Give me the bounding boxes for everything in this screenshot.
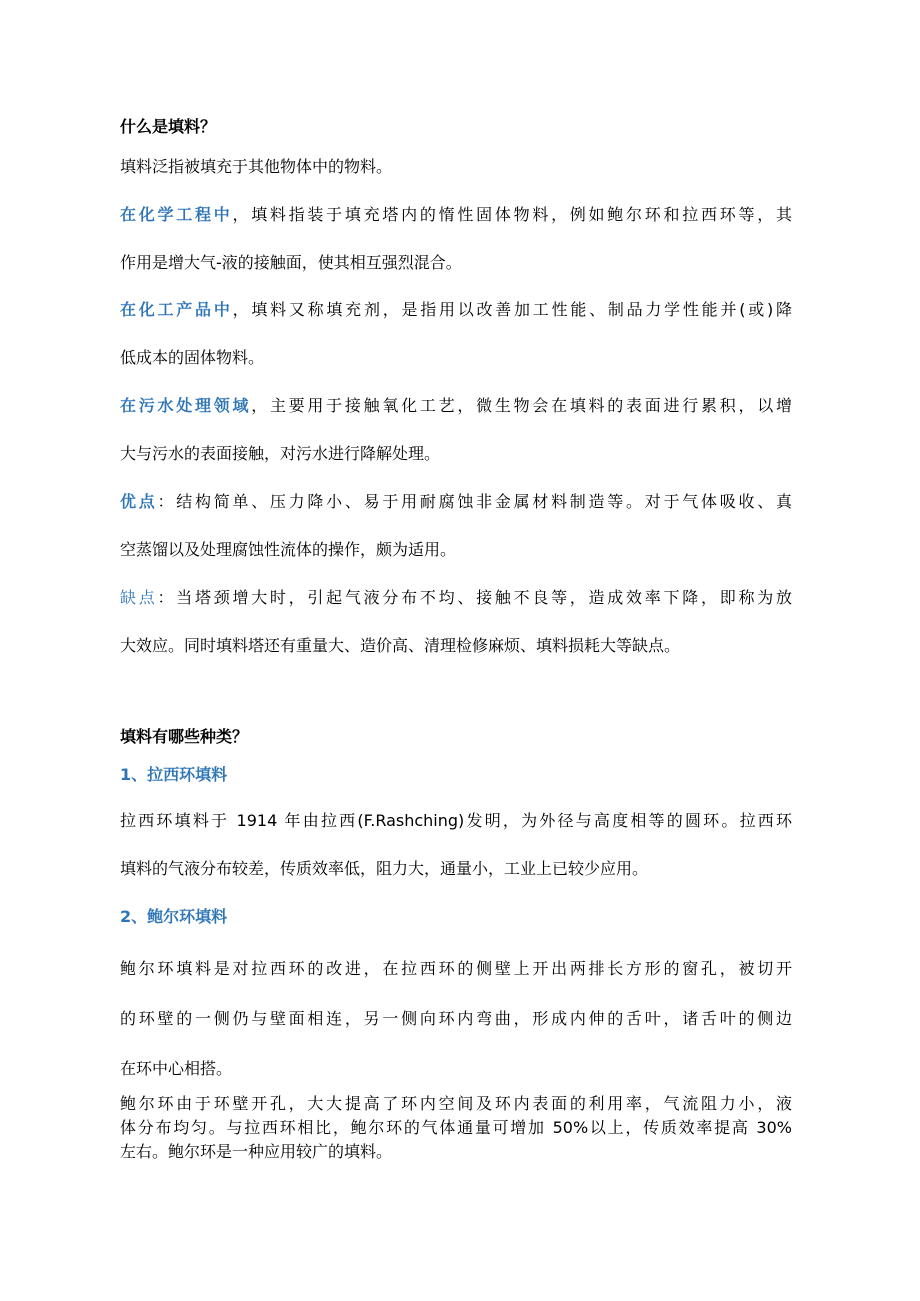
section-title-filler-types: 填料有哪些种类？ xyxy=(120,727,249,746)
disadvantages-text-1: ：当塔颈增大时，引起气液分布不均、接触不良等，造成效率下降，即称为放 xyxy=(157,588,792,607)
chem-product-label: 在化工产品中 xyxy=(120,300,233,319)
advantages-label: 优点 xyxy=(120,492,158,511)
advantages-paragraph-line2: 空蒸馏以及处理腐蚀性流体的操作，颇为适用。 xyxy=(120,540,457,559)
chem-eng-label: 在化学工程中 xyxy=(120,205,233,224)
chem-eng-text-1: ，填料指装于填充塔内的惰性固体物料，例如鲍尔环和拉西环等，其 xyxy=(232,205,792,224)
raschig-paragraph-line2: 填料的气液分布较差，传质效率低，阻力大，通量小，工业上已较少应用。 xyxy=(120,859,649,878)
raschig-paragraph-line1: 拉西环填料于 1914 年由拉西(F.Rashching)发明，为外径与高度相等的圆环。拉西环 xyxy=(120,811,792,830)
advantages-text-1: ：结构简单、压力降小、易于用耐腐蚀非金属材料制造等。对于气体吸收、真 xyxy=(157,492,792,511)
pall-paragraph-line1: 鲍尔环填料是对拉西环的改进，在拉西环的侧壁上开出两排长方形的窗孔，被切开 xyxy=(120,959,792,978)
advantages-paragraph-line1 xyxy=(120,492,792,512)
chem-product-text-1: ，填料又称填充剂，是指用以改善加工性能、制品力学性能并(或)降 xyxy=(232,300,792,319)
section-title-what-is-filler: 什么是填料？ xyxy=(120,117,217,136)
chem-eng-paragraph-line1 xyxy=(120,205,792,225)
pall-paragraph2-line1: 鲍尔环由于环壁开孔，大大提高了环内空间及环内表面的利用率，气流阻力小，液 xyxy=(120,1094,792,1113)
sewage-paragraph-line2: 大与污水的表面接触，对污水进行降解处理。 xyxy=(120,444,441,463)
raschig-ring-heading: 1、拉西环填料 xyxy=(120,765,228,784)
disadvantages-label: 缺点 xyxy=(120,588,158,607)
pall-ring-heading: 2、鲍尔环填料 xyxy=(120,907,228,926)
pall-paragraph2-line3: 左右。鲍尔环是一种应用较广的填料。 xyxy=(120,1142,393,1161)
disadvantages-paragraph-line1 xyxy=(120,588,792,608)
chem-product-paragraph-line1 xyxy=(120,300,792,320)
chem-eng-paragraph-line2: 作用是增大气-液的接触面，使其相互强烈混合。 xyxy=(120,253,462,272)
pall-paragraph2-line2: 体分布均匀。与拉西环相比，鲍尔环的气体通量可增加 50%以上，传质效率提高 30% xyxy=(120,1118,792,1137)
sewage-text-1: ，主要用于接触氧化工艺，微生物会在填料的表面进行累积，以增 xyxy=(251,396,792,415)
sewage-paragraph-line1 xyxy=(120,396,792,416)
pall-paragraph-line2: 的环壁的一侧仍与壁面相连，另一侧向环内弯曲，形成内伸的舌叶，诸舌叶的侧边 xyxy=(120,1009,792,1028)
disadvantages-paragraph-line2: 大效应。同时填料塔还有重量大、造价高、清理检修麻烦、填料损耗大等缺点。 xyxy=(120,636,681,655)
chem-product-paragraph-line2: 低成本的固体物料。 xyxy=(120,348,265,367)
pall-paragraph-line3: 在环中心相搭。 xyxy=(120,1059,233,1078)
sewage-label: 在污水处理领域 xyxy=(120,396,252,415)
intro-paragraph: 填料泛指被填充于其他物体中的物料。 xyxy=(120,157,393,176)
